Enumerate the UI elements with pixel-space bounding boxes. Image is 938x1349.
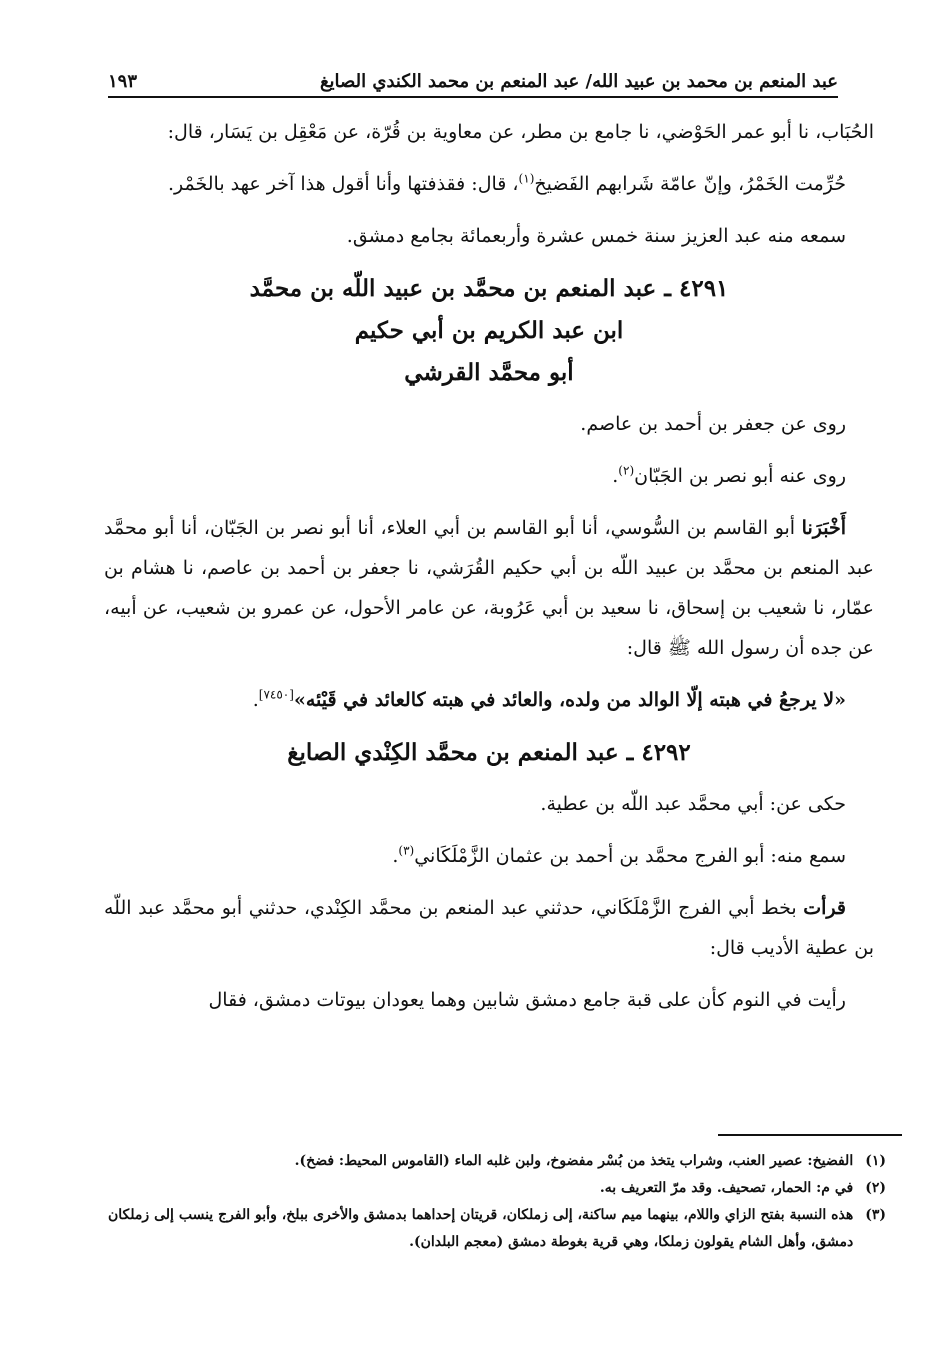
page-number: ١٩٣ — [108, 71, 138, 92]
hadith-quote: «لا يرجعُ في هبته إلّا الوالد من ولده، والعائد في هبته كالعائد في قَيْئه»[٧٤٥٠]. — [252, 687, 846, 711]
footnote-ref-1[interactable]: (١) — [518, 171, 535, 186]
footnote-divider — [718, 1134, 902, 1136]
footnote-text: الفضيخ: عصير العنب، وشراب يتخذ من بُسْر مفضوخ، ولبن غلبه الماء (القاموس المحيط: فضخ). — [294, 1153, 854, 1169]
footnote-ref-2[interactable]: (٢) — [618, 463, 635, 478]
footnote-number: (١) — [865, 1153, 886, 1169]
footnote-number: (٣) — [865, 1207, 886, 1223]
footnote-ref-3[interactable]: (٣) — [398, 843, 415, 858]
footnote-1 — [108, 1148, 886, 1175]
entry-heading-line: أبو محمَّد القرشي — [404, 359, 574, 386]
footnote-3 — [108, 1202, 886, 1256]
footnote-text: هذه النسبة بفتح الزاي واللام، بينهما ميم ساكنة، إلى زملكان، قريتان إحداهما بدمشق والأخرى ببلخ، وأبو الفرج ينسب إلى زملكان دمشق، وأهل الشام يقولون زملكا، وهي قرية بغوطة دمشق (معجم البلدان). — [108, 1207, 854, 1250]
lead-word: أَخْبَرَنا — [801, 517, 846, 539]
footnotes — [108, 1148, 886, 1256]
hadith-number: [٧٤٥٠] — [258, 687, 294, 702]
page-header — [108, 62, 838, 92]
entry-heading-4291 — [104, 268, 874, 394]
paragraph-2: حُرِّمت الخَمْرُ، وإنّ عامّة شَرابهم الفَضيخ$^{(١)}$، قال: فقذفتها وأنا أقول هذا آخر عهد بالخَمْر. — [167, 171, 846, 195]
paragraph-9: سمع منه: أبو الفرج محمَّد بن أحمد بن عثمان الزَّمْلَكَاني$^{(٣)}$. — [392, 843, 846, 867]
paragraph-3: سمعه منه عبد العزيز سنة خمس عشرة وأربعمائة بجامع دمشق. — [346, 225, 846, 247]
paragraph-4: روى عن جعفر بن أحمد بن عاصم. — [580, 413, 846, 435]
footnote-2 — [108, 1175, 886, 1202]
entry-heading-4292 — [104, 732, 874, 774]
paragraph-5: روى عنه أبو نصر بن الجَبّان$^{(٢)}$. — [612, 463, 846, 487]
paragraph-10: قرأت بخط أبي الفرج الزَّمْلَكَاني، حدثني عبد المنعم بن محمَّد الكِنْدي، حدثني أبو محمَّد عبد اللّه بن عطية الأديب قال: — [104, 897, 874, 959]
footnote-number: (٢) — [865, 1180, 886, 1196]
header-divider — [108, 96, 838, 98]
footnote-text: في م: الحمار، تصحيف. وقد مرّ التعريف به. — [599, 1180, 854, 1196]
entry-heading-line: ٤٢٩١ ـ عبد المنعم بن محمَّد بن عبيد اللّه بن محمَّد — [249, 275, 729, 302]
lead-word: قرأت — [803, 897, 846, 919]
main-text — [104, 112, 874, 1032]
paragraph-8: حكى عن: أبي محمَّد عبد اللّه بن عطية. — [540, 793, 846, 815]
paragraph-1: الحُبَاب، نا أبو عمر الحَوْضي، نا جامع بن مطر، عن معاوية بن قُرّة، عن مَعْقِل بن يَسَار، قال: — [167, 121, 874, 143]
paragraph-6: أَخْبَرَنا أبو القاسم بن السُّوسي، أنا أبو القاسم بن أبي العلاء، أنا أبو نصر بن الجَبّان، أنا أبو محمَّد عبد المنعم بن محمَّد بن عبيد اللّه بن أبي حكيم القُرَشي، نا جعفر بن أحمد بن عاصم، نا هشام بن عمّار، نا شعيب بن إسحاق، نا سعيد بن أبي عَرُوبة، عن عامر الأحول، عن عمرو بن شعيب، عن أبيه، عن جده أن رسول الله ﷺ قال: — [104, 517, 874, 659]
paragraph-11: رأيت في النوم كأن على قبة جامع دمشق شابين وهما يعودان بيوتات دمشق، فقال — [208, 989, 846, 1011]
entry-heading-line: ٤٢٩٢ ـ عبد المنعم بن محمَّد الكِنْدي الصايغ — [287, 739, 691, 766]
running-title: عبد المنعم بن محمد بن عبيد الله/ عبد المنعم بن محمد الكندي الصايغ — [319, 71, 838, 92]
entry-heading-line: ابن عبد الكريم بن أبي حكيم — [354, 317, 624, 344]
